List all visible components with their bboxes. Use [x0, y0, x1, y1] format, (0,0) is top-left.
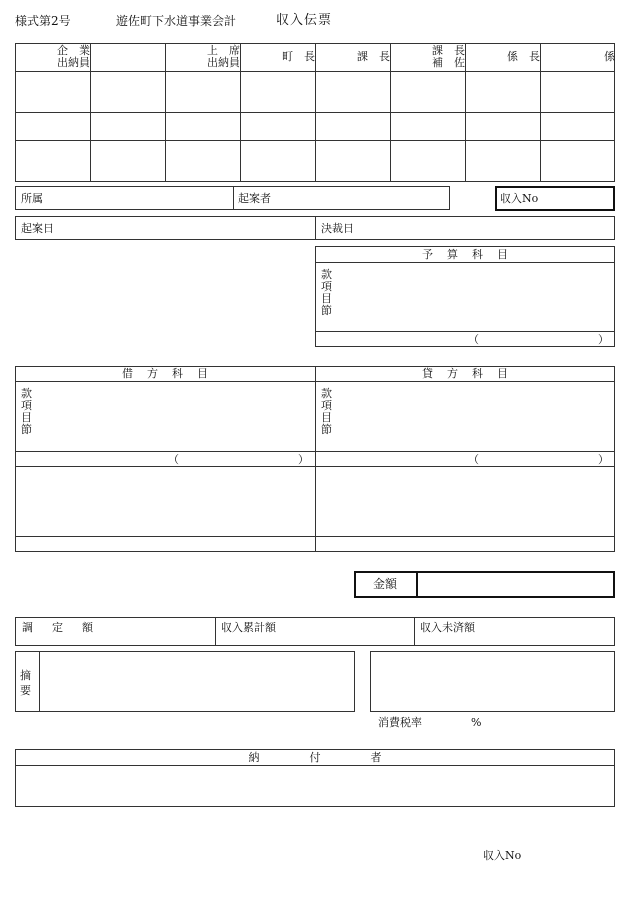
drafter-field[interactable]: [275, 187, 449, 209]
approval-header-blank: [90, 43, 165, 71]
approval-stamp-cell[interactable]: [91, 72, 165, 182]
department-label: 所属: [21, 192, 43, 205]
amount-field[interactable]: [419, 573, 613, 596]
approval-stamp-cell[interactable]: [316, 72, 390, 182]
drafter-label: 起案者: [238, 192, 271, 205]
credit-detail-field[interactable]: [316, 467, 614, 535]
approval-header-assistant-chief: [390, 43, 465, 71]
debit-account-field[interactable]: [40, 383, 314, 450]
form-number: 様式第2号: [15, 14, 71, 28]
approval-header-line1: 企 業: [57, 43, 90, 57]
budget-item-moku: 目: [321, 292, 332, 305]
approval-header-line2: 係 長: [507, 49, 540, 63]
credit-paren-close: ）: [598, 453, 609, 466]
approval-header-line2: 町 長: [282, 49, 315, 63]
amount-label: 金額: [372, 577, 397, 591]
budget-title: 予算科目: [422, 248, 522, 261]
uncollected-income-label: 収入未済額: [420, 621, 475, 634]
credit-item-kan: 款: [321, 387, 332, 400]
debit-credit-paren-top: [15, 451, 615, 452]
budget-account-field[interactable]: [340, 264, 614, 330]
approval-header-unit-chief: [465, 43, 540, 71]
credit-title: 貸方科目: [422, 367, 522, 380]
approval-stamp-cell[interactable]: [16, 72, 90, 182]
approval-header-section-chief: [315, 43, 390, 71]
credit-item-labels: [321, 388, 333, 436]
debit-credit-title-divider: [15, 381, 615, 382]
approval-stamp-cell[interactable]: [241, 72, 315, 182]
approval-header-line2: 出納員: [207, 55, 240, 69]
approval-header-line2: 係: [604, 49, 615, 63]
department-drafter-divider: [233, 186, 234, 210]
cumulative-income-label: 収入累計額: [221, 621, 276, 634]
debit-item-moku: 目: [21, 411, 32, 424]
budget-paren-open: （: [468, 333, 479, 346]
summary-divider: [39, 651, 40, 712]
credit-item-setsu: 節: [321, 423, 332, 436]
debit-paren-close: ）: [298, 453, 309, 466]
approval-header-mayor: [240, 43, 315, 71]
payer-divider: [15, 765, 615, 766]
debit-paren-open: （: [168, 453, 179, 466]
tax-rate-label: 消費税率: [378, 716, 422, 729]
draft-date-field[interactable]: [60, 217, 314, 239]
credit-item-kou: 項: [321, 399, 332, 412]
debit-item-labels: [21, 388, 33, 436]
debit-title: 借方科目: [122, 367, 222, 380]
percent-sign: %: [471, 716, 482, 729]
amount-divider: [416, 571, 418, 598]
payer-label: 納付者: [248, 751, 432, 764]
budget-paren-divider: [315, 331, 615, 332]
approval-date-label: 決裁日: [321, 222, 354, 235]
credit-paren-open: （: [468, 453, 479, 466]
budget-title-divider: [315, 262, 615, 263]
budget-item-kou: 項: [321, 280, 332, 293]
approval-header-senior-treasurer: [165, 43, 240, 71]
budget-item-kan: 款: [321, 268, 332, 281]
draft-date-label: 起案日: [21, 222, 54, 235]
approval-header-line2: 補 佐: [432, 55, 465, 69]
approval-header-line1: 課 長: [432, 43, 465, 57]
approval-stamp-cell[interactable]: [541, 72, 615, 182]
organization-name: 遊佐町下水道事業会計: [116, 14, 237, 28]
budget-paren-close: ）: [598, 333, 609, 346]
uncollected-income-field[interactable]: [415, 634, 614, 645]
cumulative-income-field[interactable]: [216, 634, 413, 645]
date-row-divider: [315, 216, 316, 240]
debit-item-kou: 項: [21, 399, 32, 412]
approval-header-line1: 上 席: [207, 43, 240, 57]
debit-item-kan: 款: [21, 387, 32, 400]
footer-receipt-no-label: 収入No: [483, 849, 522, 862]
credit-account-field[interactable]: [340, 383, 614, 450]
debit-item-setsu: 節: [21, 423, 32, 436]
debit-credit-bottom-divider: [15, 536, 615, 537]
debit-detail-field[interactable]: [16, 467, 314, 535]
approval-header-line2: 出納員: [57, 55, 90, 69]
approval-header-line2: 課 長: [357, 49, 390, 63]
assessed-amount-label: 調 定 額: [22, 621, 97, 634]
receipt-no-label: 収入No: [500, 192, 539, 205]
approval-header-staff: [540, 43, 615, 71]
summary-label: 摘要: [20, 669, 31, 697]
payer-field[interactable]: [16, 767, 614, 806]
approval-stamp-cell[interactable]: [391, 72, 465, 182]
credit-item-moku: 目: [321, 411, 332, 424]
approval-header-enterprise-treasurer: [15, 43, 90, 71]
department-field[interactable]: [45, 187, 232, 209]
tax-box[interactable]: [370, 651, 615, 712]
approval-date-field[interactable]: [360, 217, 614, 239]
assessed-amount-field[interactable]: [16, 634, 214, 645]
summary-field[interactable]: [41, 652, 354, 711]
budget-item-setsu: 節: [321, 304, 332, 317]
approval-stamp-cell[interactable]: [466, 72, 540, 182]
page-title: 収入伝票: [276, 13, 333, 28]
budget-item-labels: [321, 269, 333, 317]
approval-stamp-cell[interactable]: [166, 72, 240, 182]
